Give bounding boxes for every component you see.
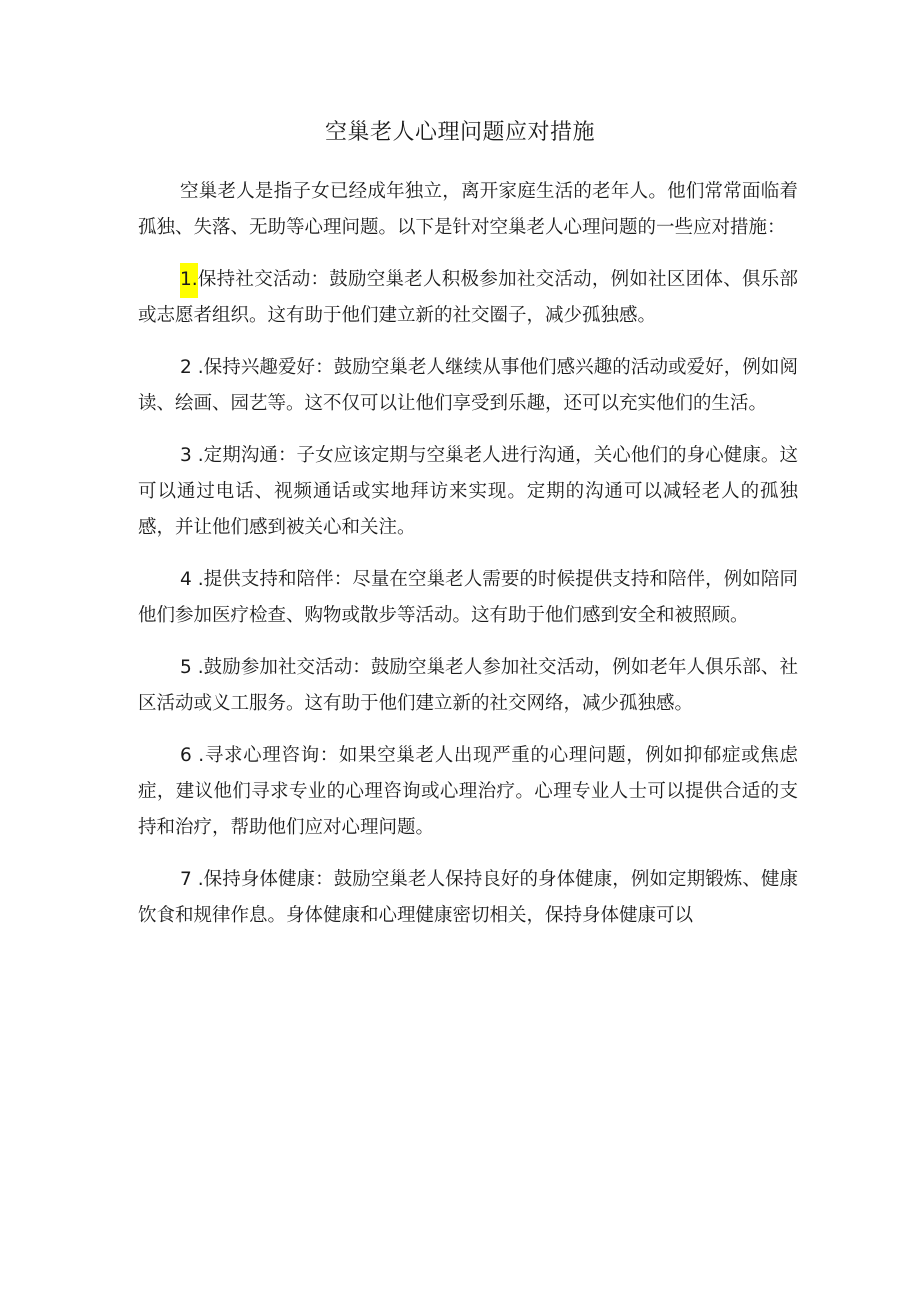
item-text: 保持兴趣爱好：鼓励空巢老人继续从事他们感兴趣的活动或爱好，例如阅读、绘画、园艺等。这不仅可以让他们享受到乐趣，还可以充实他们的生活。: [138, 357, 798, 414]
item-number: 2 .: [180, 357, 204, 378]
item-number: 5 .: [180, 657, 204, 678]
item-text: 定期沟通：子女应该定期与空巢老人进行沟通，关心他们的身心健康。这可以通过电话、视频通话或实地拜访来实现。定期的沟通可以减轻老人的孤独感，并让他们感到被关心和关注。: [138, 445, 798, 538]
item-number: 4 .: [180, 569, 204, 590]
item-text: 寻求心理咨询：如果空巢老人出现严重的心理问题，例如抑郁症或焦虑症，建议他们寻求专业的心理咨询或心理治疗。心理专业人士可以提供合适的支持和治疗，帮助他们应对心理问题。: [138, 745, 798, 838]
list-item: [138, 350, 798, 422]
list-item: [138, 862, 798, 934]
document-body: [138, 174, 798, 950]
item-number: 3 .: [180, 445, 204, 466]
item-text: 鼓励参加社交活动：鼓励空巢老人参加社交活动，例如老年人俱乐部、社区活动或义工服务。这有助于他们建立新的社交网络，减少孤独感。: [138, 657, 798, 714]
item-number: 7 .: [180, 869, 204, 890]
intro-paragraph: 空巢老人是指子女已经成年独立，离开家庭生活的老年人。他们常常面临着孤独、失落、无助等心理问题。以下是针对空巢老人心理问题的一些应对措施：: [138, 181, 798, 238]
document-title: 空巢老人心理问题应对措施: [324, 120, 595, 145]
item-number-highlighted: 1.: [180, 263, 198, 298]
list-item: [138, 650, 798, 722]
item-number: 6 .: [180, 745, 205, 766]
list-item: [138, 438, 798, 546]
item-text: 提供支持和陪伴：尽量在空巢老人需要的时候提供支持和陪伴，例如陪同他们参加医疗检查、购物或散步等活动。这有助于他们感到安全和被照顾。: [138, 569, 798, 626]
list-item: [138, 738, 798, 846]
list-item: [138, 262, 798, 334]
list-item: [138, 562, 798, 634]
item-text: 保持社交活动：鼓励空巢老人积极参加社交活动，例如社区团体、俱乐部或志愿者组织。这有助于他们建立新的社交圈子，减少孤独感。: [138, 269, 798, 326]
item-text: 保持身体健康：鼓励空巢老人保持良好的身体健康，例如定期锻炼、健康饮食和规律作息。身体健康和心理健康密切相关，保持身体健康可以: [138, 869, 798, 926]
